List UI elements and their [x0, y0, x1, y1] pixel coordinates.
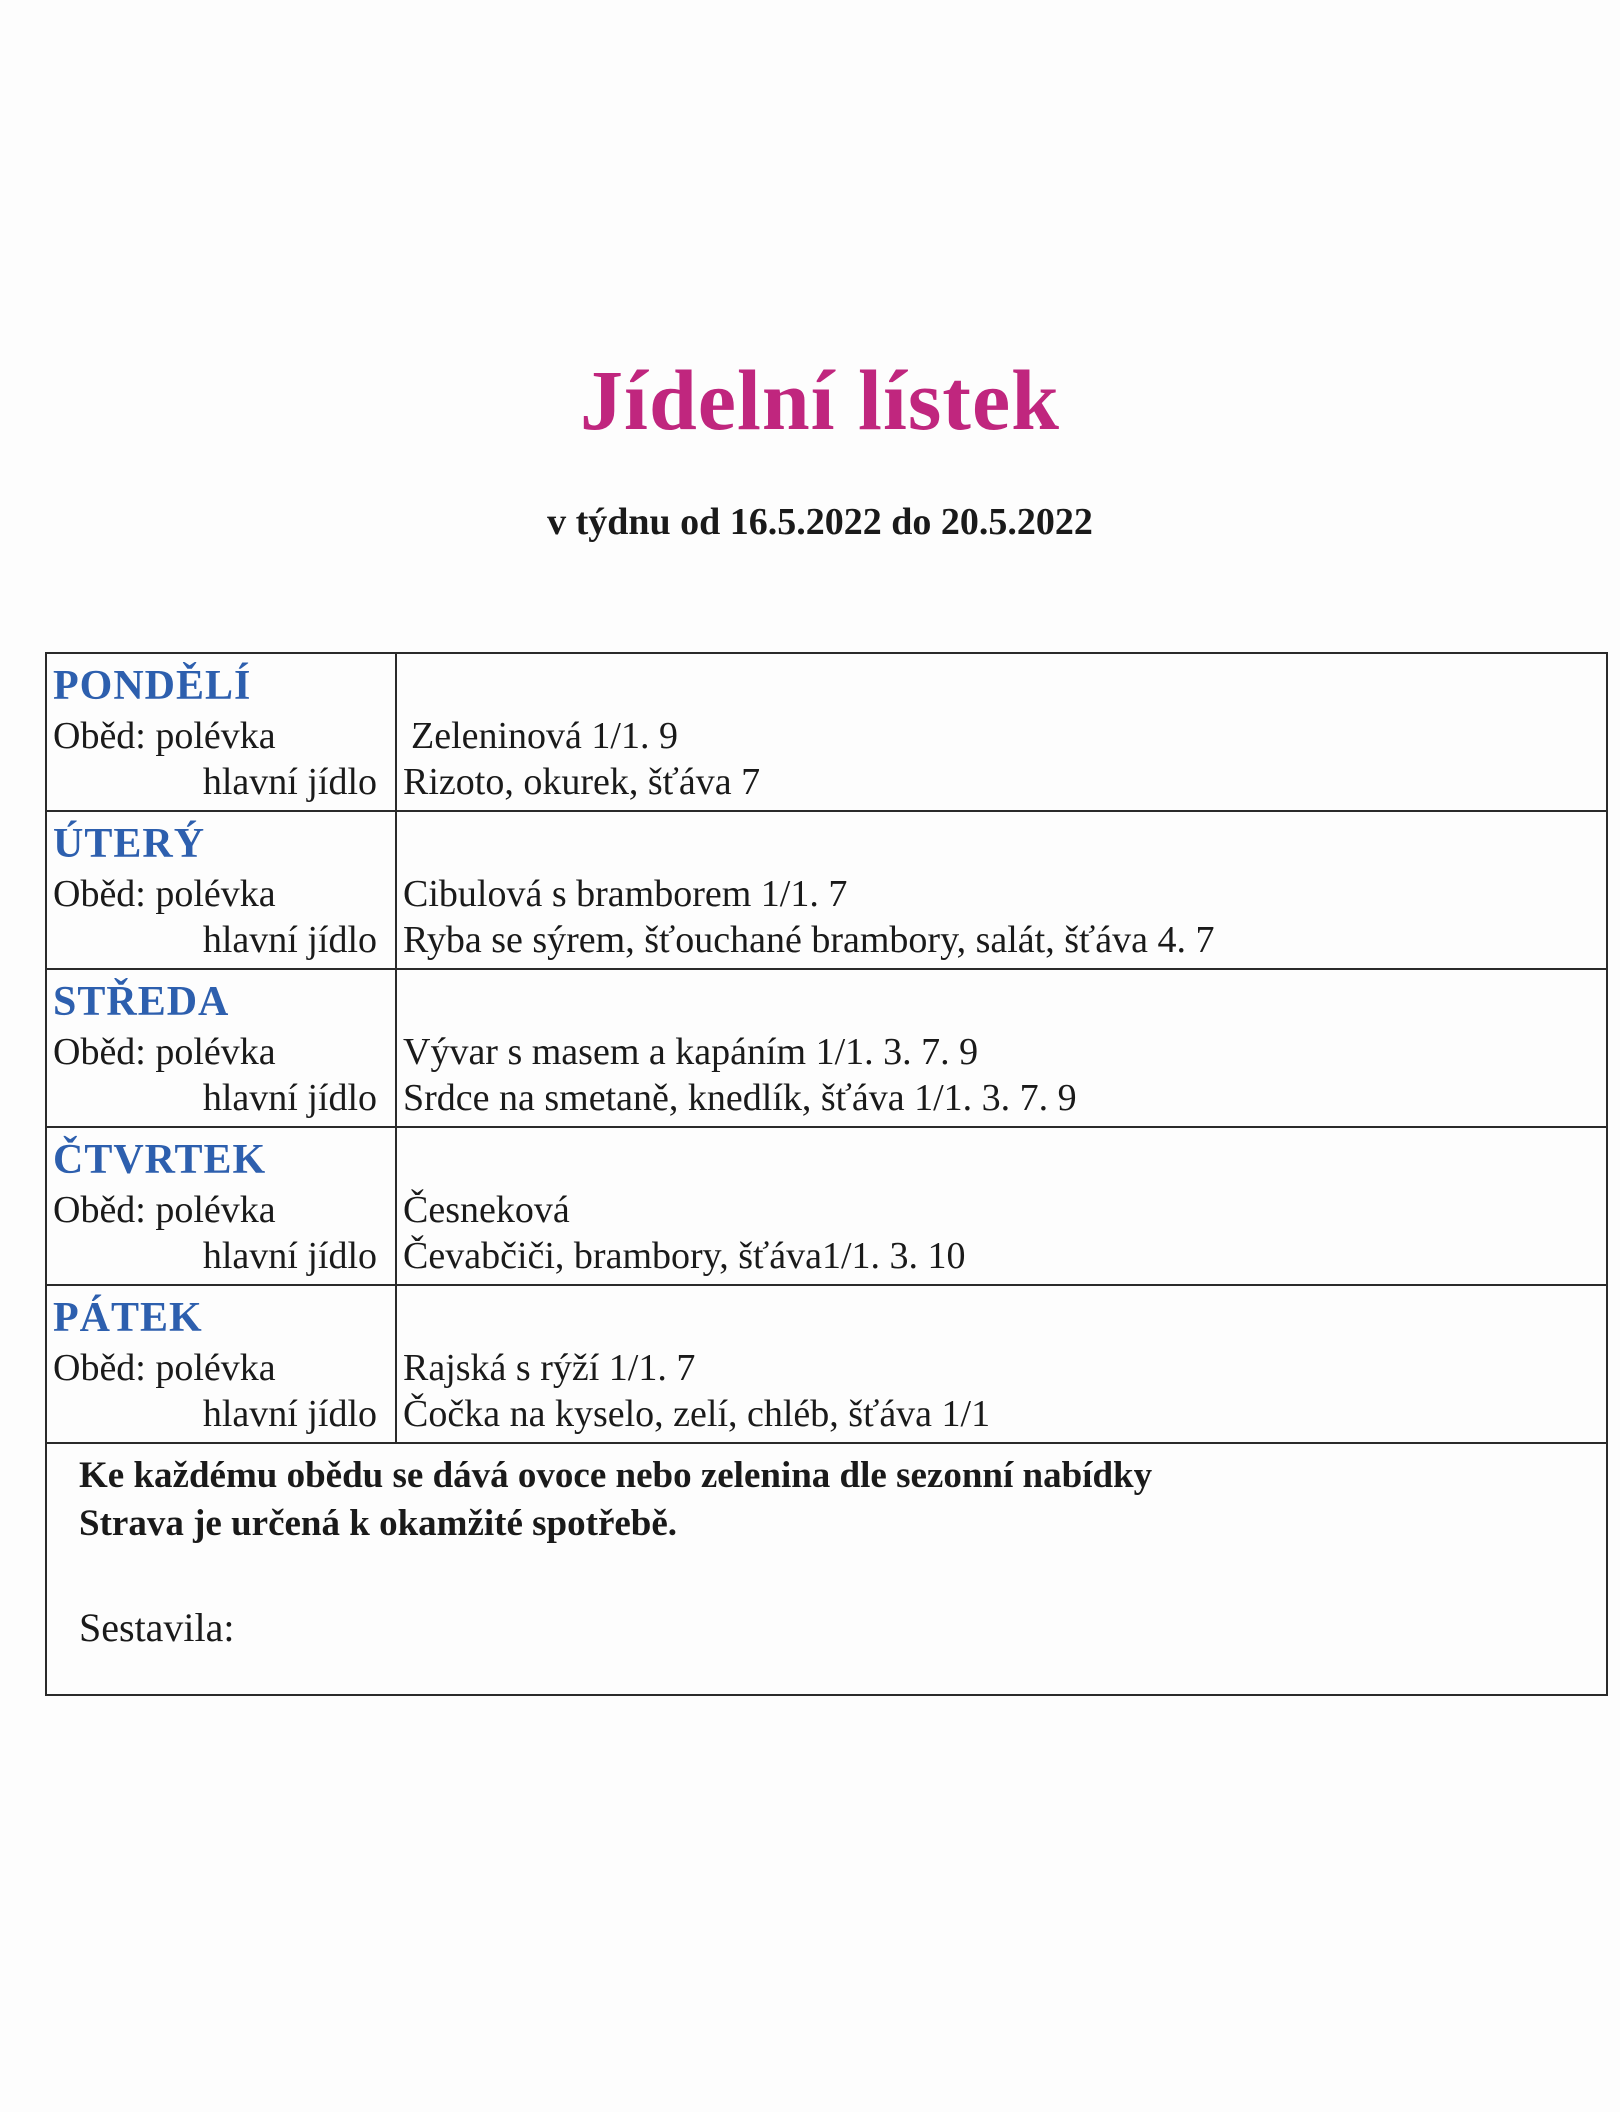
- weekly-menu-table: [45, 652, 1608, 1696]
- day-row-wednesday: [46, 969, 1607, 1127]
- main-dish-label: hlavní jídlo: [202, 761, 377, 803]
- soup-dish: Cibulová s bramborem 1/1. 7: [403, 873, 848, 915]
- dish-cell: [396, 653, 1607, 811]
- soup-label: Oběd: polévka: [53, 715, 276, 757]
- soup-label: Oběd: polévka: [53, 873, 276, 915]
- day-name: PÁTEK: [53, 1295, 203, 1341]
- day-name: ČTVRTEK: [53, 1137, 267, 1183]
- main-dish-label: hlavní jídlo: [202, 1393, 377, 1435]
- day-row-monday: [46, 653, 1607, 811]
- footer-note-consumption: Strava je určená k okamžité spotřebě.: [79, 1503, 678, 1544]
- day-label-cell: [46, 1285, 396, 1443]
- soup-dish: Rajská s rýží 1/1. 7: [403, 1347, 696, 1389]
- soup-dish: Česneková: [403, 1189, 570, 1231]
- dish-cell: [396, 1285, 1607, 1443]
- footer-row: [46, 1443, 1607, 1695]
- soup-label: Oběd: polévka: [53, 1031, 276, 1073]
- main-dish-label: hlavní jídlo: [202, 1077, 377, 1119]
- day-row-friday: [46, 1285, 1607, 1443]
- main-dish: Čevabčiči, brambory, šťáva1/1. 3. 10: [403, 1235, 966, 1277]
- day-name: STŘEDA: [53, 979, 230, 1025]
- signed-by-label: Sestavila:: [79, 1605, 235, 1650]
- day-row-tuesday: [46, 811, 1607, 969]
- footer-note-fruit: Ke každému obědu se dává ovoce nebo zelenina dle sezonní nabídky: [79, 1455, 1153, 1496]
- day-name: PONDĚLÍ: [53, 663, 252, 709]
- day-label-cell: [46, 811, 396, 969]
- day-label-cell: [46, 1127, 396, 1285]
- soup-label: Oběd: polévka: [53, 1189, 276, 1231]
- page-subtitle: v týdnu od 16.5.2022 do 20.5.2022: [547, 501, 1093, 543]
- dish-cell: [396, 1127, 1607, 1285]
- soup-dish: Zeleninová 1/1. 9: [411, 715, 678, 757]
- soup-dish: Vývar s masem a kapáním 1/1. 3. 7. 9: [403, 1031, 979, 1073]
- day-label-cell: [46, 653, 396, 811]
- page-title: Jídelní lístek: [580, 352, 1060, 448]
- main-dish: Čočka na kyselo, zelí, chléb, šťáva 1/1: [403, 1393, 991, 1435]
- main-dish: Ryba se sýrem, šťouchané brambory, salát, šťáva 4. 7: [403, 919, 1215, 961]
- soup-label: Oběd: polévka: [53, 1347, 276, 1389]
- day-label-cell: [46, 969, 396, 1127]
- main-dish: Rizoto, okurek, šťáva 7: [403, 761, 761, 803]
- day-name: ÚTERÝ: [53, 821, 206, 867]
- dish-cell: [396, 811, 1607, 969]
- main-dish-label: hlavní jídlo: [202, 919, 377, 961]
- main-dish-label: hlavní jídlo: [202, 1235, 377, 1277]
- main-dish: Srdce na smetaně, knedlík, šťáva 1/1. 3. 7. 9: [403, 1077, 1077, 1119]
- day-row-thursday: [46, 1127, 1607, 1285]
- dish-cell: [396, 969, 1607, 1127]
- footer-cell: [46, 1443, 1607, 1695]
